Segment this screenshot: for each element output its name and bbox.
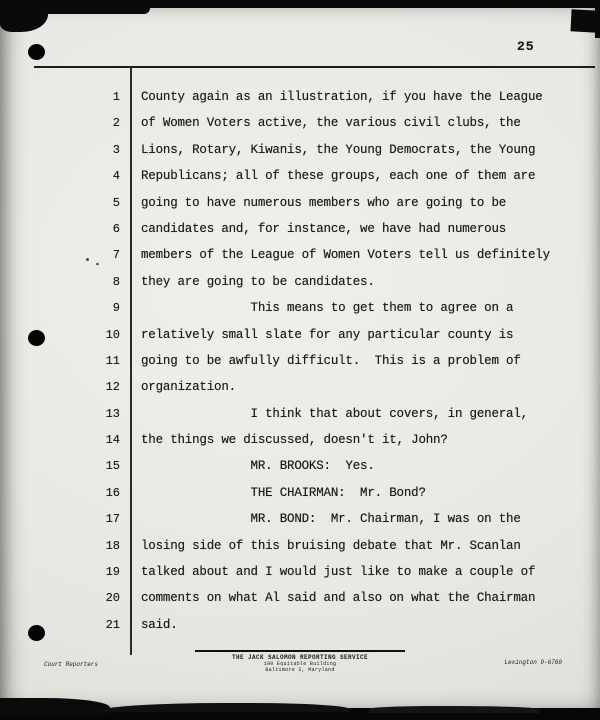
line-text: Republicans; all of these groups, each one of them are	[141, 169, 536, 184]
transcript-line	[0, 169, 600, 195]
line-number: 2	[112, 116, 120, 131]
transcript-line	[0, 354, 600, 380]
transcript-line	[0, 248, 600, 274]
line-text: said.	[141, 617, 178, 632]
line-number: 1	[112, 90, 120, 104]
line-number: 14	[105, 433, 120, 448]
transcript-line	[0, 591, 600, 617]
line-text: THE CHAIRMAN: Mr. Bond?	[141, 485, 426, 500]
line-text: the things we discussed, doesn't it, John?	[141, 433, 448, 448]
line-number: 6	[112, 221, 120, 236]
line-number: 19	[105, 565, 120, 580]
transcript-lines	[0, 90, 600, 644]
line-text: organization.	[141, 380, 236, 395]
line-text: they are going to be candidates.	[141, 274, 375, 289]
scan-artifact-bottom-blob	[100, 703, 350, 712]
line-text: I think that about covers, in general,	[141, 406, 528, 421]
footer-reporting-service	[195, 650, 405, 673]
line-number: 20	[105, 591, 120, 606]
line-number: 3	[112, 142, 120, 157]
scan-artifact-top-left-blob	[0, 0, 48, 32]
line-number: 21	[105, 617, 120, 632]
line-number: 5	[112, 195, 120, 210]
line-number: 9	[112, 301, 120, 316]
line-text: MR. BROOKS: Yes.	[141, 459, 375, 474]
footer-service-name: THE JACK SALOMON REPORTING SERVICE	[231, 654, 369, 661]
line-text: candidates and, for instance, we have had numerous	[141, 221, 507, 236]
transcript-line	[0, 380, 600, 406]
transcript-line	[0, 407, 600, 433]
line-number: 12	[105, 380, 120, 395]
line-text: going to have numerous members who are going to be	[141, 195, 507, 210]
footer-address-line2: Baltimore 2, Maryland	[265, 667, 335, 673]
scan-artifact-top-bar	[0, 0, 600, 8]
line-text: MR. BOND: Mr. Chairman, I was on the	[141, 512, 521, 527]
line-number: 18	[105, 538, 120, 553]
transcript-line	[0, 618, 600, 644]
transcript-line	[0, 222, 600, 248]
line-number: 4	[112, 169, 120, 184]
transcript-line	[0, 328, 600, 354]
footer	[0, 648, 600, 682]
transcript-line	[0, 196, 600, 222]
line-number: 8	[112, 274, 120, 289]
footer-phone: Lexington 9-6760	[504, 659, 562, 666]
footer-address-line1: 100 Equitable Building	[263, 661, 337, 667]
transcript-line	[0, 486, 600, 512]
scan-artifact-right-strip	[595, 0, 600, 38]
line-text: Lions, Rotary, Kiwanis, the Young Democrats, the Young	[141, 142, 536, 157]
header-rule	[34, 66, 595, 68]
line-number: 10	[105, 327, 120, 342]
line-text: talked about and I would just like to make a couple of	[141, 565, 536, 580]
line-text: going to be awfully difficult. This is a problem of	[141, 353, 521, 368]
transcript-line	[0, 143, 600, 169]
line-text: County again as an illustration, if you have the League	[141, 90, 543, 104]
line-number: 17	[105, 512, 120, 527]
transcript-line	[0, 275, 600, 301]
page-number: 25	[517, 39, 535, 54]
transcript-line	[0, 459, 600, 485]
line-text: members of the League of Women Voters tell us definitely	[141, 248, 550, 263]
transcript-line	[0, 539, 600, 565]
line-text: losing side of this bruising debate that Mr. Scanlan	[141, 538, 521, 553]
line-text: of Women Voters active, the various civil clubs, the	[141, 116, 521, 131]
line-text: relatively small slate for any particular county is	[141, 327, 514, 342]
footer-court-reporters: Court Reporters	[44, 661, 99, 668]
transcript-line	[0, 301, 600, 327]
line-number: 7	[112, 248, 120, 263]
scan-artifact-bottom-blob	[370, 706, 540, 713]
transcript-line	[0, 116, 600, 142]
transcript-line	[0, 90, 600, 116]
line-number: 15	[105, 459, 120, 474]
transcript-line	[0, 565, 600, 591]
transcript-line	[0, 433, 600, 459]
line-text: This means to get them to agree on a	[141, 301, 514, 316]
scan-artifact-bottom-blob	[0, 698, 110, 714]
line-number: 13	[105, 406, 120, 421]
line-number: 16	[105, 485, 120, 500]
hole-punch-top	[28, 44, 45, 60]
transcript-line	[0, 512, 600, 538]
line-number: 11	[105, 353, 120, 368]
line-text: comments on what Al said and also on what the Chairman	[141, 591, 536, 606]
